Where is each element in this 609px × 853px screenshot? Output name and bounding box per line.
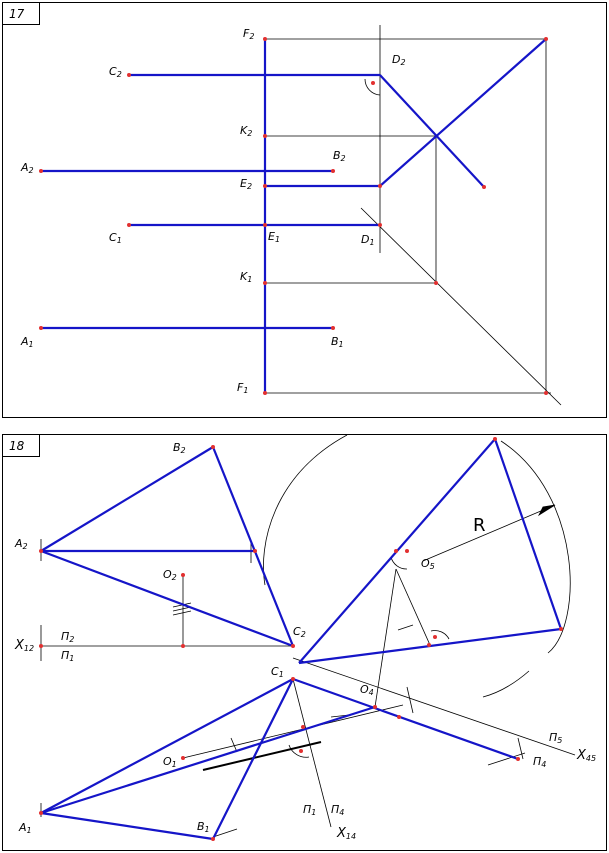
object-lines [41, 439, 561, 839]
label-C1: C1 [109, 231, 122, 245]
problem-number: 18 [3, 435, 40, 457]
label-P5: П5 [549, 731, 563, 745]
problem-17-panel [2, 2, 607, 418]
label-O4: O4 [360, 683, 374, 697]
problem-18-panel [2, 434, 607, 851]
label-B2: B2 [173, 441, 186, 455]
label-P1-lower: П1 [303, 803, 317, 817]
label-A1: A1 [19, 821, 32, 835]
label-P1: П1 [61, 649, 75, 663]
label-E1: E1 [268, 230, 281, 244]
label-D1: D1 [361, 233, 375, 247]
label-F2: F2 [243, 27, 255, 41]
label-C1: C1 [271, 665, 284, 679]
label-K2: K2 [240, 124, 253, 138]
label-D2: D2 [392, 53, 406, 67]
label-X45: X45 [577, 748, 597, 763]
problem-17-drawing [3, 3, 608, 419]
label-O2: O2 [163, 568, 177, 582]
label-P2: П2 [61, 630, 75, 644]
label-K1: K1 [240, 270, 253, 284]
label-C2: C2 [293, 625, 306, 639]
label-A1: A1 [21, 335, 34, 349]
label-C2: C2 [109, 65, 122, 79]
label-B2: B2 [333, 149, 346, 163]
construction-lines [265, 25, 561, 405]
label-B1: B1 [197, 820, 210, 834]
label-F1: F1 [237, 381, 249, 395]
construction-lines [39, 435, 575, 837]
points [39, 37, 548, 395]
label-O1: O1 [163, 755, 177, 769]
label-E2: E2 [240, 177, 253, 191]
label-R: R [473, 515, 486, 536]
label-A2: A2 [21, 161, 34, 175]
label-X12: X12 [15, 638, 35, 653]
label-P4-right: П4 [533, 755, 547, 769]
label-O5: O5 [421, 557, 435, 571]
problem-18-drawing [3, 435, 608, 852]
label-P4-lower: П4 [331, 803, 345, 817]
object-lines [41, 39, 546, 393]
label-X14: X14 [337, 826, 357, 841]
problem-number: 17 [3, 3, 40, 25]
label-A2: A2 [15, 537, 28, 551]
label-B1: B1 [331, 335, 344, 349]
